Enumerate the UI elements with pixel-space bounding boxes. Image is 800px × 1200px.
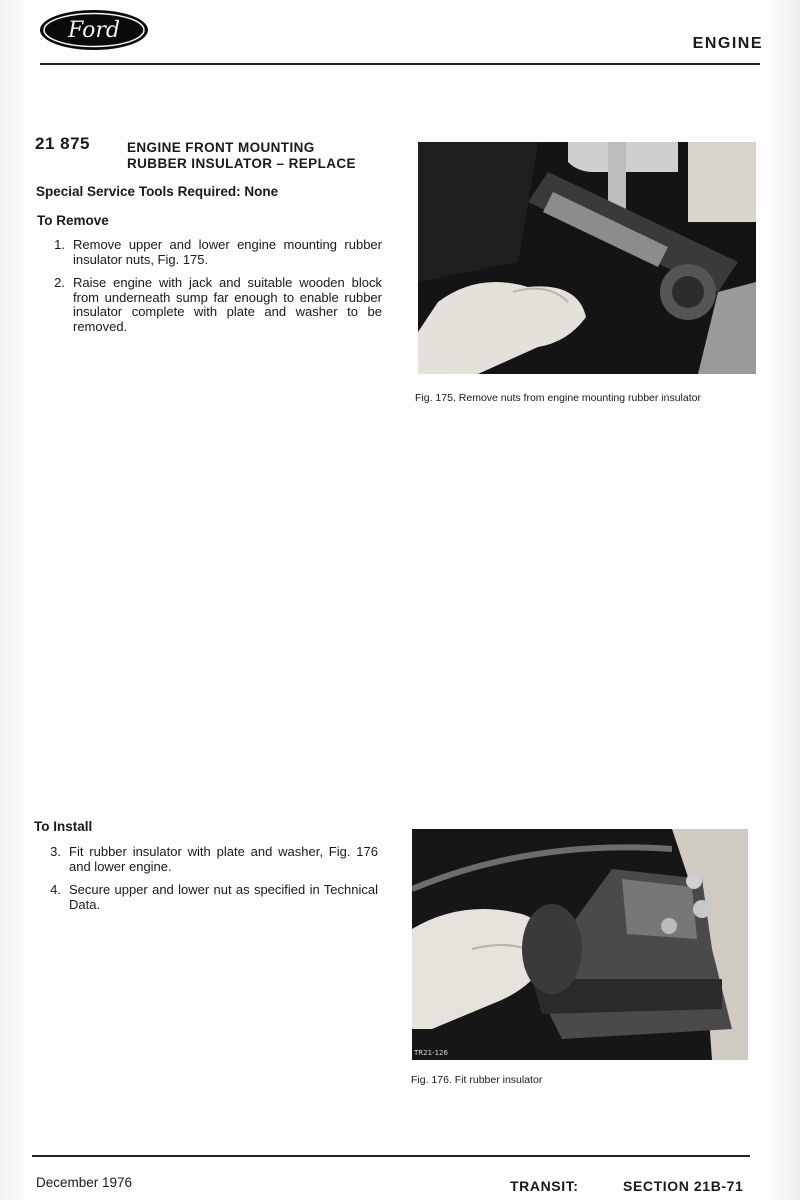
figure-175-caption: Fig. 175. Remove nuts from engine mounting rubber insulator [415,392,701,404]
figure-175-photo [418,142,756,374]
operation-title-line2: RUBBER INSULATOR – REPLACE [127,156,356,171]
ford-logo [38,8,150,52]
step-text: Fit rubber insulator with plate and washer, Fig. 176 and lower engine. [69,844,378,874]
step-item [50,844,378,874]
operation-number: 21 875 [35,134,90,153]
step-text: Secure upper and lower nut as specified in Technical Data. [69,882,378,912]
figure-175-tag: TR21-150 [420,363,454,371]
step-item [50,882,378,912]
footer-model: TRANSIT: [510,1178,579,1194]
step-item [54,275,382,334]
step-number: 3. [50,844,61,859]
step-number: 2. [54,275,65,291]
step-item [54,237,382,267]
step-number: 1. [54,237,65,252]
footer-rule [32,1155,750,1157]
step-text: Remove upper and lower engine mounting rubber insulator nuts, Fig. 175. [73,237,382,267]
install-heading: To Install [34,819,93,834]
footer-section: SECTION 21B-71 [623,1178,744,1194]
running-head: ENGINE [692,35,763,52]
install-steps [50,844,378,921]
figure-176-tag: TR21-126 [414,1049,448,1057]
ford-logo-text: Ford [68,18,120,43]
special-tools-note: Special Service Tools Required: None [36,184,279,199]
figure-176-photo [412,829,748,1060]
operation-title [127,140,402,172]
header-rule [40,63,760,65]
remove-heading: To Remove [37,213,109,228]
remove-steps [54,237,382,344]
figure-176-caption: Fig. 176. Fit rubber insulator [411,1074,543,1086]
operation-title-line1: ENGINE FRONT MOUNTING [127,140,315,155]
step-number: 4. [50,882,61,898]
step-text: Raise engine with jack and suitable wooden block from underneath sump far enough to enable rubber insulator complete with plate and washer to be removed. [73,275,382,334]
footer-date: December 1976 [36,1175,133,1190]
